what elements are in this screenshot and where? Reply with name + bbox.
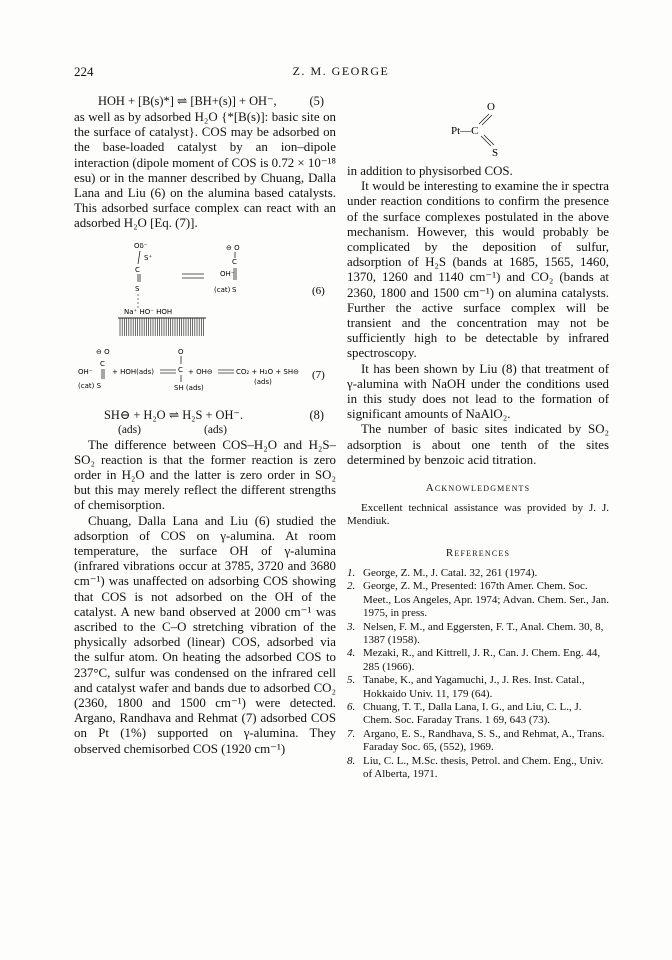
reference-item (347, 580, 609, 620)
right-column (347, 94, 609, 781)
reference-item (347, 728, 609, 755)
pt-cos-drawing (347, 94, 609, 164)
sulfur-label: S (135, 284, 140, 293)
reference-item (347, 755, 609, 782)
equation-number: (7) (312, 368, 325, 381)
sulfur-label: S (492, 147, 499, 159)
reference-list (347, 567, 609, 782)
paragraph: as well as by adsorbed H₂O {*[B(s)]: basic site on the surface of catalyst}. COS may be adsorbed on the base-loaded catalyst by an ion–dipole interaction (dipole moment of COS is 0.72 × 10⁻¹⁸ esu) or in the manner described by Chuang, Dalla Lana and Liu (6) on the alumina based catalysts. This adsorbed surface complex can react with an adsorbed H₂O [Eq. (7)]. (74, 110, 336, 231)
reference-text: Mezaki, R., and Kittrell, J. R., Can. J. Chem. Eng. 44, 285 (1966). (363, 647, 601, 673)
oh-label: OH⁻ (220, 269, 235, 278)
paragraph: It has been shown by Liu (8) that treatment of γ-alumina with NaOH under the conditions used in this study does not lead to the formation of significant amounts of NaAlO₂. (347, 361, 609, 422)
oh-label: OH⁻ (78, 367, 93, 376)
o-label: O (178, 347, 184, 356)
oh-plus-label: + OH⊖ (188, 367, 213, 376)
reference-number: 7. (347, 727, 356, 740)
pt-cos-figure (347, 94, 609, 164)
reference-text: Chuang, T. T., Dalla Lana, I. G., and Liu, C. L., J. Chem. Soc. Faraday Trans. 1 69, 643 (73). (363, 700, 582, 727)
acknowledgments-text: Excellent technical assistance was provided by J. J. Mendiuk. (347, 502, 609, 528)
reference-text: Liu, C. L., M.Sc. thesis, Petrol. and Chem. Eng., Univ. of Alberta, 1971. (363, 754, 604, 780)
bond (138, 251, 140, 264)
paragraph: in addition to physisorbed COS. (347, 164, 513, 178)
carbon-label: C (100, 359, 105, 368)
sulfur-label: S (232, 285, 237, 294)
reference-text: Nelsen, F. M., and Eggersten, F. T., Anal. Chem. 30, 8, 1387 (1958). (363, 620, 604, 646)
products-label: CO₂ + H₂O + SH⊖ (236, 367, 299, 376)
surface-ions-label: Na⁺ HO⁻ HOH (124, 307, 173, 316)
reference-number: 3. (347, 620, 356, 633)
hoh-ads-label: + HOH(ads) (112, 367, 154, 376)
equation-number: (6) (312, 284, 325, 297)
acknowledgments-heading: Acknowledgments (425, 482, 531, 495)
catalyst-surface (118, 318, 206, 336)
s-delta-label: S⁺ (144, 253, 153, 262)
carbon-label: C (178, 365, 183, 374)
equation-5: HOH + [B(s)*] ⇌ [BH+(s)] + OH⁻, (5) (98, 94, 324, 108)
reference-number: 2. (347, 580, 356, 593)
o-delta-label: Oδ⁻ (134, 241, 148, 250)
equation-8-subscripts: (ads) (ads) (118, 423, 227, 436)
mechanism-drawing (74, 236, 336, 406)
reference-item (347, 674, 609, 701)
pt-carbon-label: Pt—C (451, 125, 479, 137)
carbon-label: C (232, 257, 237, 266)
minus-o-label: ⊖ O (96, 347, 110, 356)
reference-text: George, Z. M., Presented: 167th Amer. Chem. Soc. Meet., Los Angeles, Apr. 1974; Advan. Chem. Ser., Jan. 1975, in press. (363, 580, 609, 620)
paragraph: The number of basic sites indicated by SO₂ adsorption is about one tenth of the sites determined by benzoic acid titration. (347, 422, 609, 467)
paragraph: Chuang, Dalla Lana and Liu (6) studied the adsorption of COS on γ-alumina. At room temperature, the surface OH of γ-alumina (infrared vibrations occur at 3785, 3720 and 3680 cm⁻¹) was unaffected on adsorbing COS showing that COS is not adsorbed on the OH of the catalyst. A new band observed at 2000 cm⁻¹ was ascribed to the C–O stretching vibration of the physically adsorbed (linear) COS, adsorbed via the sulfur atom. On heating the adsorbed COS to 237°C, sulfur was condensed on the infrared cell and catalyst wafer and bands due to adsorbed CO₂ (2360, 1800 and 1500 cm⁻¹) were detected. Argano, Randhava and Rehmat (7) adsorbed COS on Pt (1%) supported on γ-alumina. They observed chemisorbed COS (1920 cm⁻¹) (74, 513, 336, 756)
reference-item (347, 621, 609, 648)
reference-number: 5. (347, 674, 356, 687)
oxygen-label: O (487, 101, 495, 113)
page-number: 224 (74, 64, 94, 79)
cat-label: (cat) (214, 285, 231, 294)
references-heading: References (445, 546, 511, 559)
sh-ads-label: SH (ads) (174, 383, 204, 392)
equation-8: SH⊖ + H₂O ⇌ H₂S + OH⁻. (8) (104, 407, 324, 422)
page-header (74, 64, 608, 82)
equation-number: (5) (309, 94, 324, 108)
mechanism-figure (74, 236, 336, 406)
reference-text: Tanabe, K., and Yagamuchi, J., J. Res. Inst. Catal., Hokkaido Univ. 11, 179 (64). (363, 674, 585, 700)
reference-number: 6. (347, 700, 356, 713)
ads-label: (ads) (254, 377, 272, 386)
reference-number: 1. (347, 566, 356, 579)
reference-text: George, Z. M., J. Catal. 32, 261 (1974). (363, 566, 538, 579)
left-column (74, 94, 336, 757)
reference-number: 4. (347, 647, 356, 660)
paragraph: The difference between COS–H₂O and H₂S–SO₂ reaction is that the former reaction is zero order in H₂O and the latter is zero order in SO₂ but this may merely reflect the different strengths of chemisorption. (74, 437, 336, 513)
reference-item (347, 567, 609, 580)
running-head: Z. M. GEORGE (292, 64, 390, 78)
minus-o-label: ⊖ O (226, 243, 240, 252)
reference-text: Argano, E. S., Randhava, S. S., and Rehmat, A., Trans. Faraday Soc. 65, (552), 1969. (363, 727, 605, 754)
carbon-label: C (135, 265, 140, 274)
reference-item (347, 701, 609, 728)
reference-number: 8. (347, 754, 356, 767)
cat-sulfur-label: (cat) S (78, 381, 102, 390)
reference-item (347, 647, 609, 674)
equation-number: (8) (309, 407, 324, 422)
paragraph: It would be interesting to examine the ir spectra under reaction conditions to confirm the presence of the surface complexes postulated in the above mechanism. However, this would probably be complicated by the deposition of sulfur, adsorption of H₂S (bands at 1685, 1565, 1460, 1370, 1260 and 1140 cm⁻¹) and CO₂ (bands at 2360, 1800 and 1500 cm⁻¹) on alumina catalysts. Further the active surface complex will be transient and the concentration may not be sufficiently high to be detectable by infrared spectroscopy. (347, 179, 609, 361)
